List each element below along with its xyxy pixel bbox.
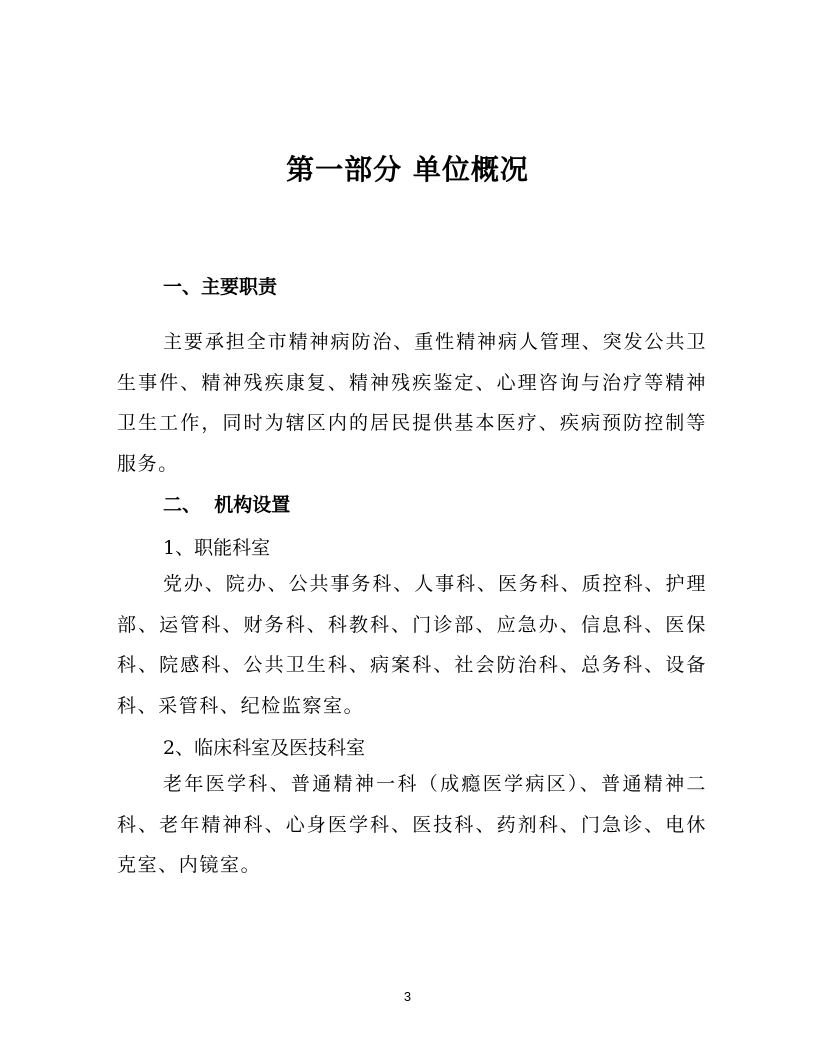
section-heading-duties: 一、主要职责 xyxy=(163,276,278,298)
clinical-departments-label: 2、临床科室及医技科室 xyxy=(163,737,366,759)
clinical-departments-paragraph: 老年医学科、普通精神一科（成瘾医学病区）、普通精神二科、老年精神科、心身医学科、医技科、药剂科、门急诊、电休克室、内镜室。 xyxy=(117,773,707,876)
page-title: 第一部分 单位概况 xyxy=(286,153,529,186)
functional-departments-paragraph: 党办、院办、公共事务科、人事科、医务科、质控科、护理部、运管科、财务科、科教科、门诊部、应急办、信息科、医保科、院感科、公共卫生科、病案科、社会防治科、总务科、设备科、采管科、纪检监察室。 xyxy=(117,573,707,717)
section-heading-organization: 二、 机构设置 xyxy=(163,494,291,516)
page-number: 3 xyxy=(403,989,412,1004)
duties-paragraph: 主要承担全市精神病防治、重性精神病人管理、突发公共卫生事件、精神残疾康复、精神残疾鉴定、心理咨询与治疗等精神卫生工作，同时为辖区内的居民提供基本医疗、疾病预防控制等服务。 xyxy=(117,331,707,475)
functional-departments-label: 1、职能科室 xyxy=(163,537,271,559)
